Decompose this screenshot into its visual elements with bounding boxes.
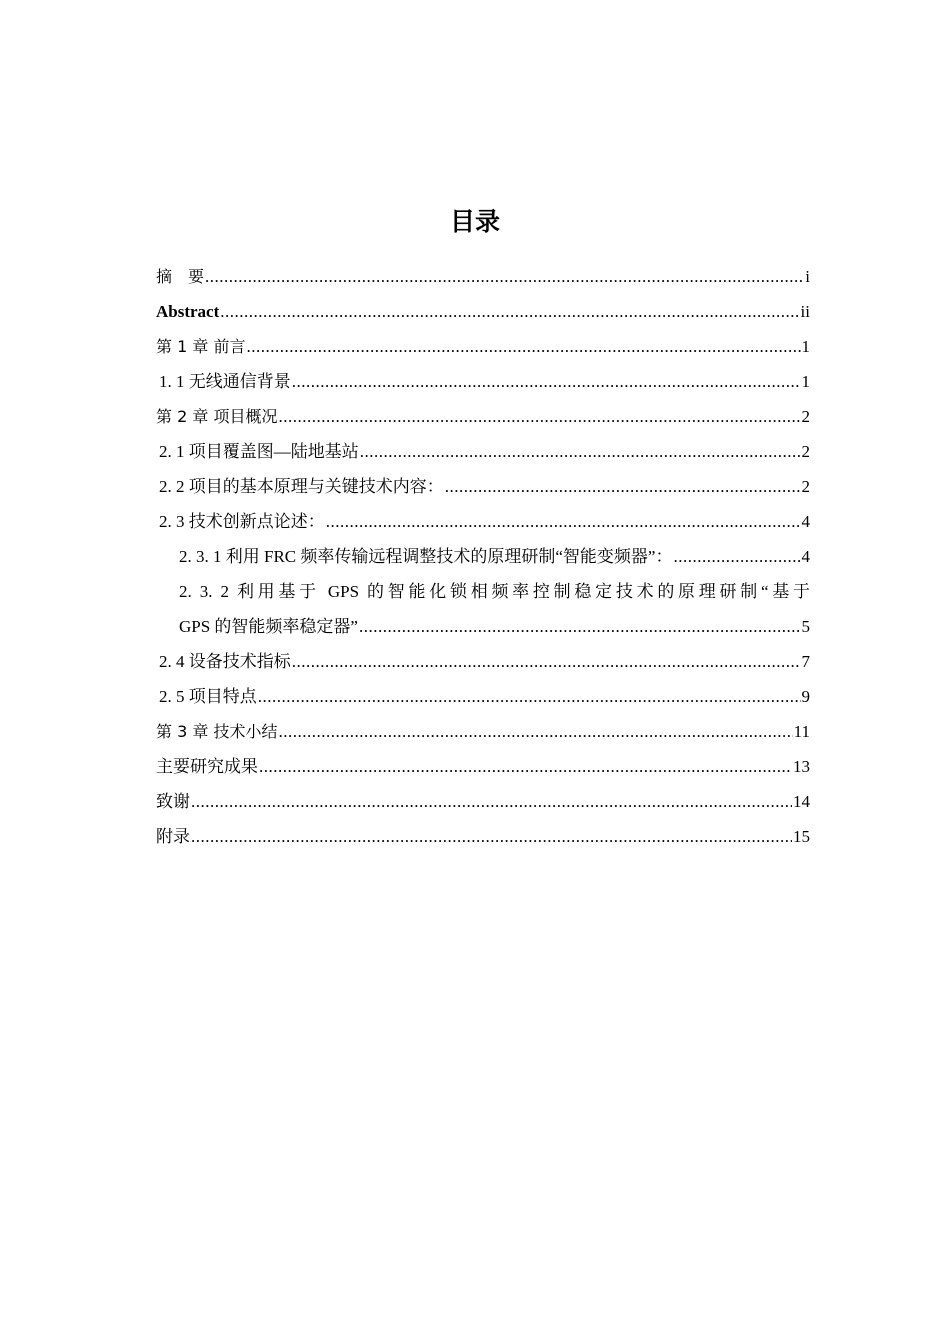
toc-entry-page: 11 bbox=[793, 722, 810, 741]
toc-entry-label: 2. 3 技术创新点论述： bbox=[159, 512, 325, 531]
toc-entry-page: 13 bbox=[793, 757, 810, 776]
toc-leader-dots bbox=[445, 469, 801, 504]
toc-leader-dots bbox=[220, 294, 799, 329]
toc-entry-section-2-1[interactable] bbox=[156, 434, 810, 469]
toc-entry-acknowledgements[interactable] bbox=[156, 784, 810, 819]
toc-entry-label: 致谢 bbox=[156, 792, 190, 811]
toc-entry-page: 15 bbox=[793, 827, 810, 846]
toc-entry-page: 9 bbox=[801, 687, 810, 706]
toc-leader-dots bbox=[259, 749, 792, 784]
toc-entry-section-2-3-1[interactable] bbox=[156, 539, 810, 574]
toc-entry-label: 附录 bbox=[156, 827, 190, 846]
toc-entry-chapter-2[interactable] bbox=[156, 399, 810, 434]
toc-entry-page: 7 bbox=[801, 652, 810, 671]
toc-entry-label: Abstract bbox=[156, 302, 220, 321]
toc-leader-dots bbox=[278, 399, 800, 434]
toc-entry-page: 14 bbox=[793, 792, 810, 811]
toc-entry-label: 主要研究成果 bbox=[156, 757, 258, 776]
toc-entry-page: 5 bbox=[801, 617, 810, 636]
toc-entry-research-results[interactable] bbox=[156, 749, 810, 784]
toc-entry-label: 第 3 章 技术小结 bbox=[156, 722, 278, 741]
toc-entry-section-2-3-2[interactable] bbox=[156, 574, 810, 644]
toc-entry-label: 2. 3. 1 利用 FRC 频率传输远程调整技术的原理研制“智能变频器”： bbox=[179, 547, 673, 566]
toc-entry-section-2-2[interactable] bbox=[156, 469, 810, 504]
toc-entry-page: ii bbox=[800, 302, 810, 321]
toc-entry-abstract-cn[interactable] bbox=[156, 259, 810, 294]
page-title: 目录 bbox=[449, 207, 500, 236]
toc-entry-page: 1 bbox=[801, 372, 810, 391]
toc-entry-label: 2. 2 项目的基本原理与关键技术内容： bbox=[159, 477, 444, 496]
toc-entry-label: 2. 5 项目特点 bbox=[159, 687, 257, 706]
toc-entry-abstract-en[interactable] bbox=[156, 294, 810, 329]
toc-entry-section-1-1[interactable] bbox=[156, 364, 810, 399]
toc-entry-chapter-1[interactable] bbox=[156, 329, 810, 364]
toc-entry-section-2-3[interactable] bbox=[156, 504, 810, 539]
toc-leader-dots bbox=[278, 714, 792, 749]
toc-entry-label: 第 2 章 项目概况 bbox=[156, 407, 278, 426]
toc-entry-label: GPS 的智能频率稳定器” bbox=[179, 617, 358, 636]
toc-entry-label: 第 1 章 前言 bbox=[156, 337, 246, 356]
toc-entry-page: i bbox=[805, 267, 810, 286]
toc-entry-label: 2. 4 设备技术指标 bbox=[159, 652, 291, 671]
toc-leader-dots bbox=[360, 434, 801, 469]
toc-entry-label-line1: 2. 3. 2 利用基于 GPS 的智能化锁相频率控制稳定技术的原理研制“基于 bbox=[179, 582, 810, 601]
toc-entry-label: 2. 1 项目覆盖图—陆地基站 bbox=[159, 442, 359, 461]
toc-entry-chapter-3[interactable] bbox=[156, 714, 810, 749]
toc-entry-section-2-5[interactable] bbox=[156, 679, 810, 714]
toc-leader-dots bbox=[246, 329, 800, 364]
toc-entry-label: 1. 1 无线通信背景 bbox=[159, 372, 291, 391]
toc-leader-dots bbox=[205, 259, 804, 294]
toc-leader-dots bbox=[326, 504, 801, 539]
toc-entry-page: 1 bbox=[801, 337, 810, 356]
toc-leader-dots bbox=[292, 364, 801, 399]
toc-leader-dots bbox=[258, 679, 801, 714]
toc-leader-dots bbox=[292, 644, 801, 679]
toc-entry-page: 4 bbox=[801, 547, 810, 566]
toc-entry-continuation bbox=[156, 609, 810, 644]
toc-entry-page: 2 bbox=[801, 477, 810, 496]
toc-leader-dots bbox=[359, 609, 801, 644]
toc-leader-dots bbox=[191, 784, 792, 819]
toc-leader-dots bbox=[673, 539, 800, 574]
table-of-contents bbox=[156, 259, 810, 854]
toc-entry-page: 2 bbox=[801, 407, 810, 426]
toc-leader-dots bbox=[191, 819, 792, 854]
toc-entry-page: 2 bbox=[801, 442, 810, 461]
toc-entry-section-2-4[interactable] bbox=[156, 644, 810, 679]
toc-entry-label: 摘 要 bbox=[156, 267, 205, 286]
toc-entry-page: 4 bbox=[801, 512, 810, 531]
toc-entry-appendix[interactable] bbox=[156, 819, 810, 854]
